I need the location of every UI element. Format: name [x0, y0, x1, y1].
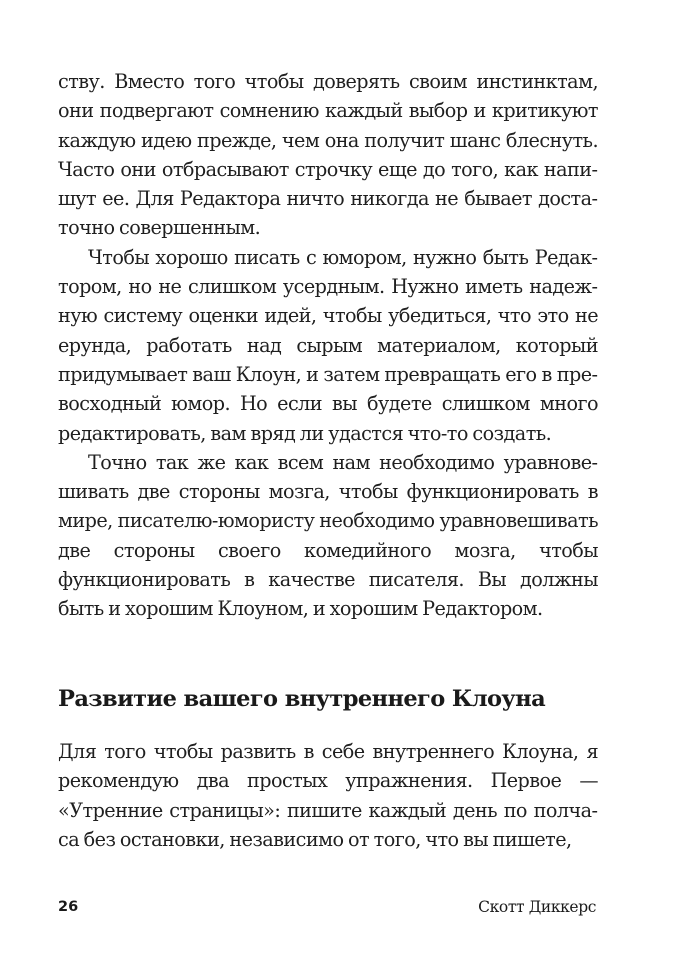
running-footer-author: Скотт Диккерс: [478, 898, 596, 916]
section-heading: Развитие вашего внутреннего Клоуна: [58, 686, 546, 712]
body-text-top: [58, 67, 598, 624]
paragraph-inner-clown: Для того чтобы развить в себе внутреннего Клоуна, я рекомендую два простых упражнения. Первое — «Утренние страницы»: пишите каждый день по полчаса без остановки, независимо от того, что вы пишете,: [58, 740, 598, 851]
paragraph-two-sides: Точно так же как всем нам необходимо уравновешивать две стороны мозга, чтобы функционировать в мире, писателю-юмористу необходимо уравновешивать две стороны своего комедийного мозга, чтобы функционировать в качестве писателя. Вы должны быть и хорошим Клоуном, и хорошим Редактором.: [58, 450, 598, 621]
page-number: 26: [58, 899, 79, 915]
paragraph-continuation: ству. Вместо того чтобы доверять своим инстинктам, они подвергают сомнению каждый выбор и критикуют каждую идею прежде, чем она получит шанс блеснуть. Часто они отбрасывают строчку еще до того, как напишут ее. Для Редактора ничто никогда не бывает достаточно совершенным.: [58, 70, 598, 240]
paragraph-editor-balance: Чтобы хорошо писать с юмором, нужно быть Редактором, но не слишком усердным. Нужно иметь надежную систему оценки идей, чтобы убедиться, что это не ерунда, работать над сырым материалом, который придумывает ваш Клоун, и затем превращать его в превосходный юмор. Но если вы будете слишком много редактировать, вам вряд ли удастся что-то создать.: [58, 245, 598, 445]
body-text-bottom: [58, 737, 598, 854]
